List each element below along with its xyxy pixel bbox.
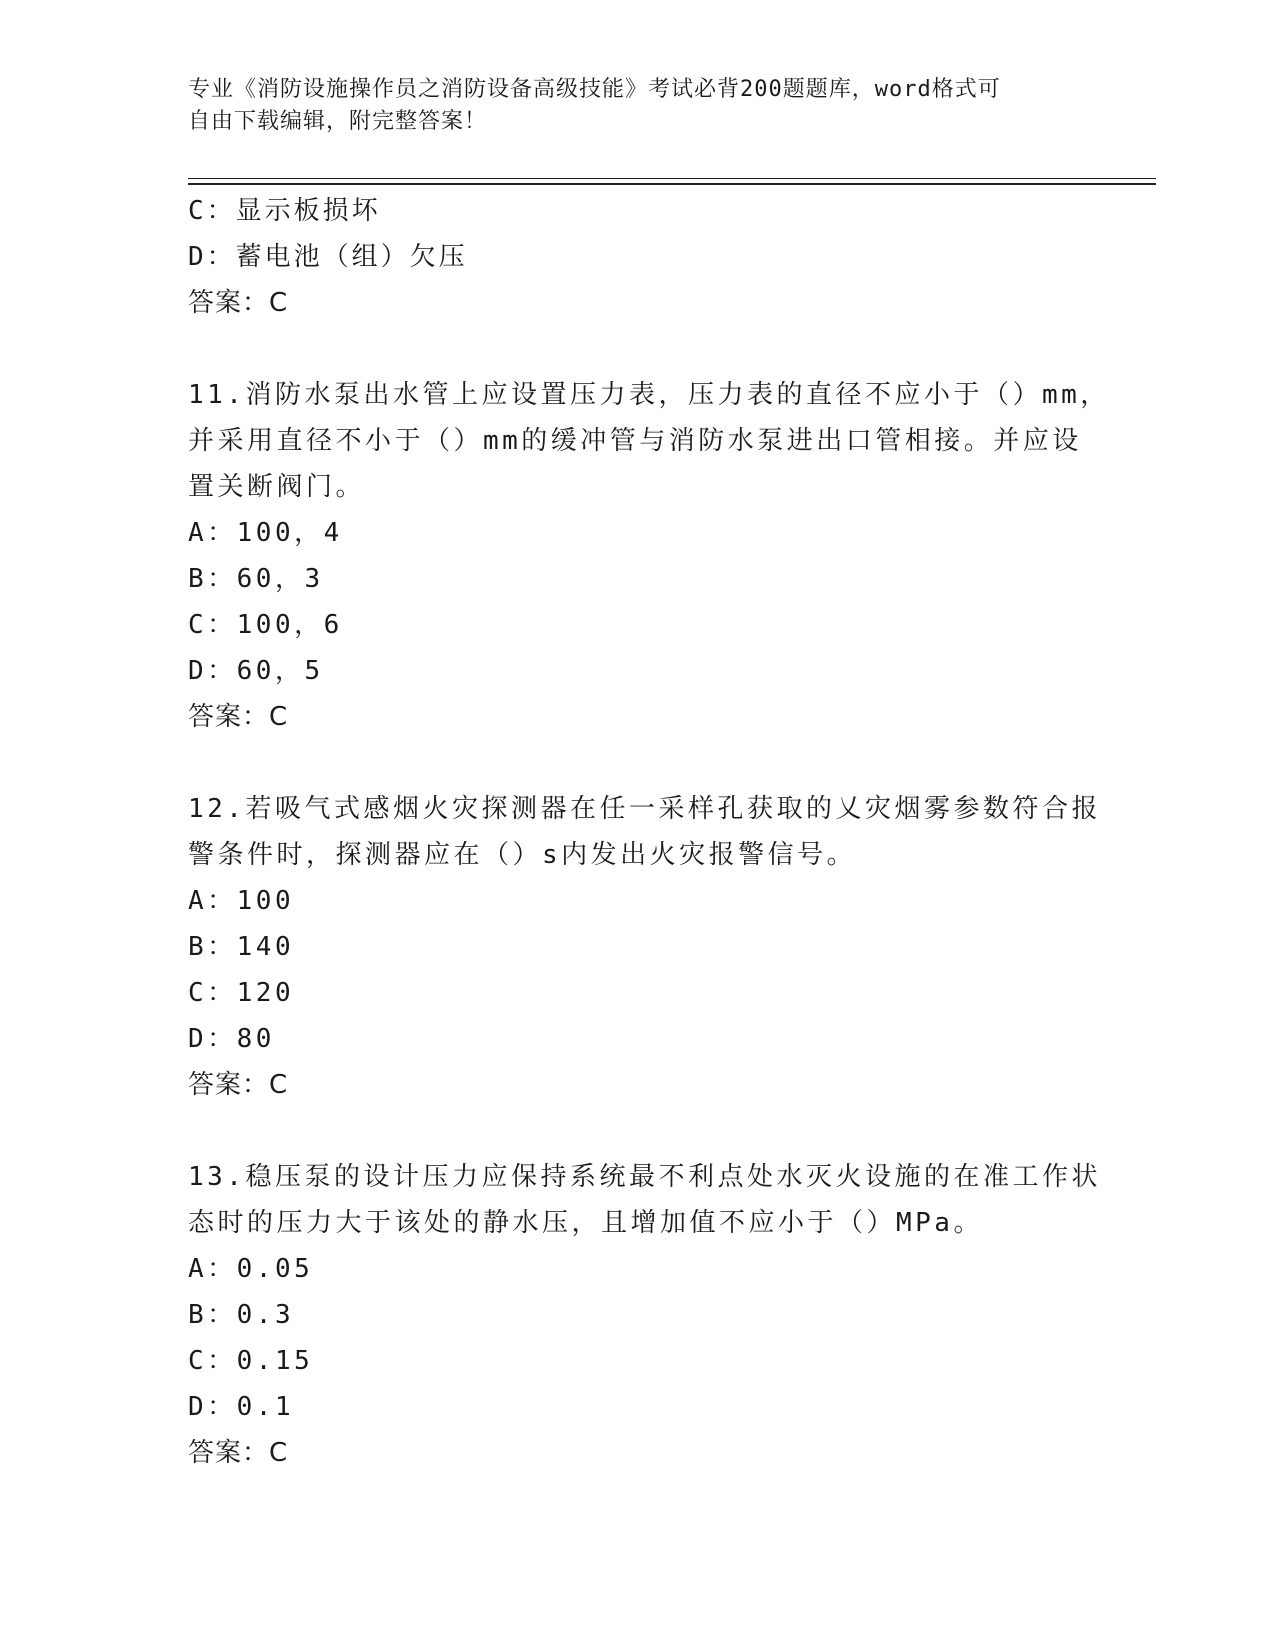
option-a: A：100 — [188, 886, 295, 916]
header-divider-thick — [188, 183, 1156, 185]
question-text-line: 11.消防水泵出水管上应设置压力表，压力表的直径不应小于（）mm， — [188, 380, 1110, 410]
answer-line: 答案：C — [188, 1070, 289, 1100]
question-12 — [188, 786, 1101, 1108]
spacer — [188, 326, 1088, 372]
option-c: C：120 — [188, 978, 295, 1008]
question-11 — [188, 372, 1110, 740]
question-text-line: 13.稳压泵的设计压力应保持系统最不利点处水灭火设施的在准工作状 — [188, 1162, 1101, 1192]
spacer — [188, 740, 1088, 786]
option-b: B：140 — [188, 932, 295, 962]
question-13 — [188, 1154, 1101, 1476]
option-c: C：0.15 — [188, 1346, 314, 1376]
question-text-line: 12.若吸气式感烟火灾探测器在任一采样孔获取的乂灾烟雾参数符合报 — [188, 794, 1101, 824]
header-divider-thin — [188, 178, 1156, 179]
option-d: D：蓄电池（组）欠压 — [188, 242, 468, 272]
header-line-1: 专业《消防设施操作员之消防设备高级技能》考试必背200题题库，word格式可 — [188, 77, 1001, 102]
answer-line: 答案：C — [188, 1438, 289, 1468]
header-line-2: 自由下载编辑，附完整答案！ — [188, 109, 488, 134]
answer-line: 答案：C — [188, 702, 289, 732]
option-d: D：0.1 — [188, 1392, 295, 1422]
document-body — [188, 188, 1110, 1476]
question-text-line: 态时的压力大于该处的静水压，且增加值不应小于（）MPa。 — [188, 1208, 983, 1238]
option-c: C：100，6 — [188, 610, 343, 640]
document-header — [188, 74, 1068, 138]
option-b: B：0.3 — [188, 1300, 295, 1330]
option-a: A：100，4 — [188, 518, 343, 548]
answer-line: 答案：C — [188, 288, 289, 318]
option-b: B：60，3 — [188, 564, 324, 594]
option-d: D：60，5 — [188, 656, 324, 686]
spacer — [188, 1108, 1088, 1154]
option-a: A：0.05 — [188, 1254, 314, 1284]
question-text-line: 并采用直径不小于（）mm的缓冲管与消防水泵进出口管相接。并应设 — [188, 426, 1082, 456]
question-continuation — [188, 188, 1088, 326]
question-text-line: 警条件时，探测器应在（）s内发出火灾报警信号。 — [188, 840, 857, 870]
option-c: C：显示板损坏 — [188, 196, 381, 226]
option-d: D：80 — [188, 1024, 275, 1054]
question-text-line: 置关断阀门。 — [188, 472, 366, 502]
